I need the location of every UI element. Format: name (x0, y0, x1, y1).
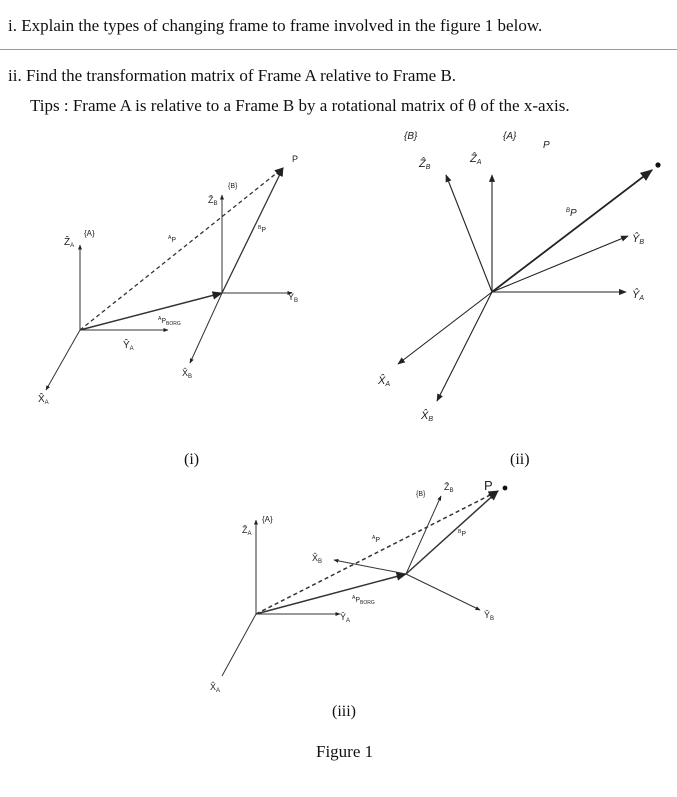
x-a-axis (46, 330, 80, 390)
y-b-axis (492, 236, 628, 292)
p-label: P (543, 140, 550, 151)
diagram-iii-labels (210, 478, 507, 720)
x-a-label: X̂A (378, 375, 391, 388)
bp-vector (406, 491, 498, 574)
ap-borg-label: $^AP_{BORG}$ (158, 316, 181, 327)
z-b-label: Ẑ$_B$ (208, 195, 218, 207)
frame-a-label: {A} (84, 229, 95, 238)
p-label: P (292, 154, 299, 164)
figure-caption: Figure 1 (316, 742, 374, 761)
frame-b-label: {B} (416, 491, 426, 498)
frame-b-label: {B} (228, 183, 238, 190)
x-b-axis (334, 560, 406, 574)
x-b-label: $X̂_B$ (312, 553, 323, 565)
x-b-axis (190, 293, 222, 363)
ap-borg-vector (256, 574, 406, 614)
frame-b-label: {B} (404, 131, 418, 142)
y-b-label: ŶB (632, 233, 645, 246)
z-a-label: Ẑ$_A$ (64, 237, 75, 249)
question-1: i. Explain the types of changing frame to frame involved in the figure 1 below. (8, 16, 543, 35)
y-b-label: $Ŷ_B$ (288, 292, 299, 304)
z-b-axis (406, 496, 441, 574)
bp-label: $^B$P (566, 208, 577, 219)
bp-label: $^B$P (258, 225, 267, 234)
point-p (503, 486, 508, 491)
x-a-label: $X̂_A$ (38, 394, 49, 406)
x-a-axis (398, 292, 492, 364)
ap-label: $^A$P (168, 235, 177, 244)
z-a-label: ẐA (470, 153, 482, 166)
frame-a-label: {A} (262, 515, 273, 524)
x-b-label: X̂B (421, 410, 434, 423)
bp-label: $^B$P (458, 529, 467, 538)
bp-vector (492, 170, 652, 292)
x-b-axis (437, 292, 492, 401)
y-a-label: $Ŷ_A$ (123, 340, 134, 352)
x-b-label: $X̂_B$ (182, 368, 193, 380)
ap-vector (80, 168, 283, 330)
y-b-label: $Ŷ_B$ (484, 610, 495, 622)
ap-label: $^A$P (372, 535, 381, 544)
ap-borg-vector (80, 293, 222, 330)
z-b-label: ẐB (419, 158, 431, 171)
z-b-label: Ẑ$_B$ (444, 482, 454, 494)
tips-text: Tips : Frame A is relative to a Frame B by a rotational matrix of θ of the x-axis. (30, 96, 570, 115)
ap-borg-label: $^AP_{BORG}$ (352, 595, 375, 606)
y-a-label: $Ŷ_A$ (340, 612, 351, 624)
y-b-axis (406, 574, 480, 610)
z-b-axis (446, 175, 492, 292)
diagram-i (46, 168, 292, 390)
point-p (655, 162, 660, 167)
y-a-label: ŶA (632, 289, 645, 302)
p-label: P (484, 478, 493, 493)
diagram-ii (398, 170, 652, 401)
frame-a-label: {A} (503, 131, 517, 142)
caption-ii: (ii) (510, 451, 530, 468)
x-a-axis (222, 614, 256, 676)
ap-vector (256, 491, 498, 614)
caption-i: (i) (184, 451, 200, 468)
diagram-i-labels (38, 154, 298, 468)
x-a-label: $X̂_A$ (210, 682, 221, 694)
z-a-label: Ẑ$_A$ (242, 525, 252, 537)
diagram-ii-labels (377, 131, 661, 468)
caption-iii: (iii) (332, 703, 356, 720)
question-2: ii. Find the transformation matrix of Frame A relative to Frame B. (8, 66, 457, 85)
